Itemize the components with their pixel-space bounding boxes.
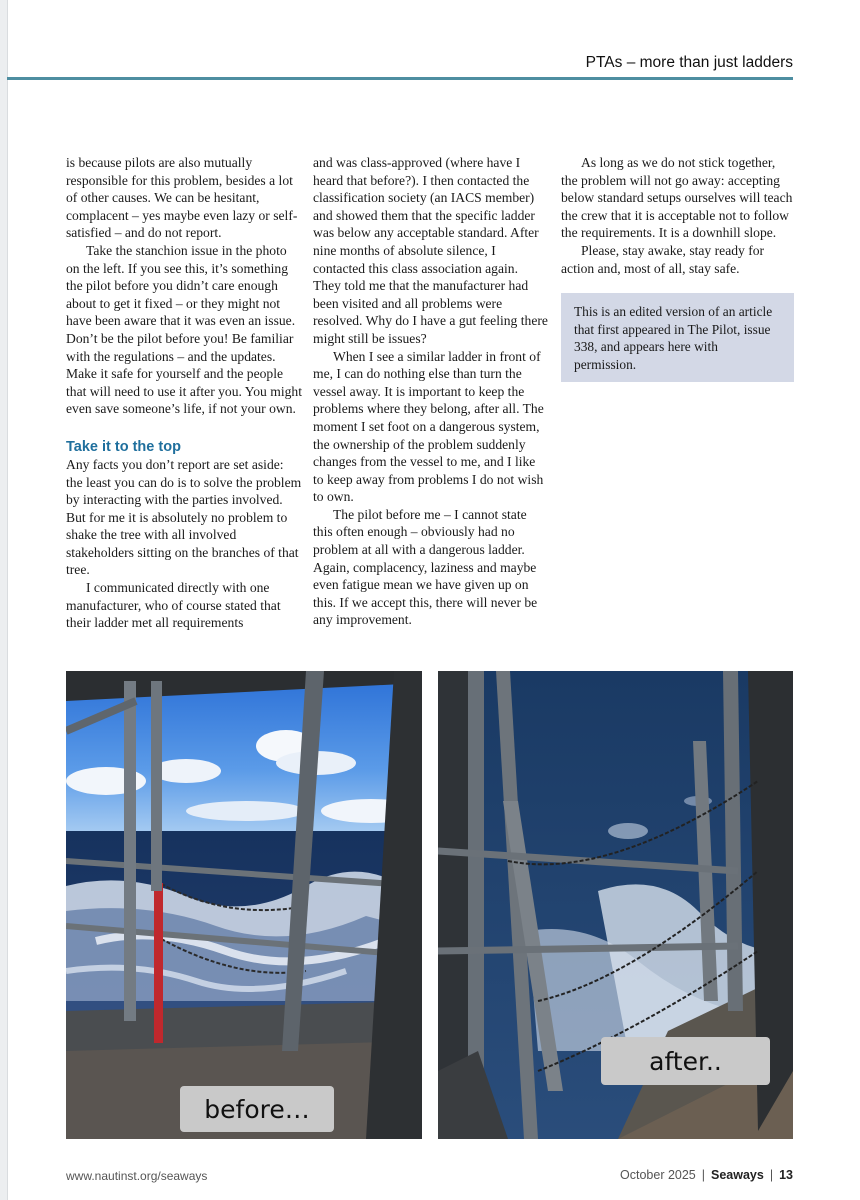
column-2 bbox=[313, 154, 549, 629]
after-caption: after.. bbox=[601, 1037, 770, 1085]
running-title: PTAs – more than just ladders bbox=[585, 54, 793, 71]
before-caption: before… bbox=[180, 1086, 334, 1132]
page-frame-edge bbox=[0, 0, 8, 1200]
attribution-note: This is an edited version of an article that first appeared in The Pilot, issue 338, and appears here with permission. bbox=[561, 293, 794, 382]
footer-url: www.nautinst.org/seaways bbox=[66, 1169, 208, 1183]
header-rule bbox=[7, 77, 793, 80]
footer-magazine: Seaways bbox=[711, 1168, 764, 1182]
col3-paragraph-2: Please, stay awake, stay ready for action and, most of all, stay safe. bbox=[561, 242, 765, 276]
before-photo bbox=[66, 671, 422, 1139]
col1-paragraph-2: Take the stanchion issue in the photo on the left. If you see this, it’s something the pilot before you didn’t care enough about to get it fixed – or they might not have been aware that it was even an issue. Don’t be the pilot before you! Be familiar with the regulations – and the updates. Make it safe for yourself and the people that will need to use it after you. You might even save someone’s life, if not your own. bbox=[66, 242, 302, 417]
section-heading: Take it to the top bbox=[66, 438, 181, 455]
col2-paragraph-3: The pilot before me – I cannot state this often enough – obviously had no problem at all with a dangerous ladder. Again, complacency, laziness and maybe even fatigue mean we have given up on this. If we accept this, there will never be any improvement. bbox=[313, 506, 538, 628]
footer-separator-2: | bbox=[769, 1168, 774, 1182]
footer-date: October 2025 bbox=[620, 1168, 696, 1182]
col1-paragraph-1: is because pilots are also mutually responsible for this problem, besides a lot of other causes. We can be hesitant, complacent – yes maybe even lazy or self-satisfied – and do not report. bbox=[66, 155, 298, 241]
col2-paragraph-2: When I see a similar ladder in front of me, I can do nothing else than turn the vessel away. It is important to keep the problems where they belong, after all. The moment I set foot on a dangerous system, the ownership of the problem suddenly changes from the vessel to me, and I like to keep away from problems I do not wish to own. bbox=[313, 348, 544, 505]
footer-issue bbox=[620, 1168, 793, 1182]
col1-paragraph-3: Any facts you don’t report are set aside: the least you can do is to solve the problem by interacting with the parties involved. But for me it is absolutely no problem to shake the tree with all involved stakeholders sitting on the branches of that tree. bbox=[66, 456, 302, 578]
column-1 bbox=[66, 154, 302, 632]
footer-separator: | bbox=[701, 1168, 706, 1182]
col1-paragraph-4: I communicated directly with one manufacturer, who of course stated that their ladder met all requirements bbox=[66, 580, 281, 631]
after-photo bbox=[438, 671, 793, 1139]
page-number: 13 bbox=[779, 1168, 793, 1182]
column-3 bbox=[561, 154, 794, 382]
col3-paragraph-1: As long as we do not stick together, the problem will not go away: accepting below standard setups ourselves will teach the crew that it is acceptable not to follow the requirements. It is a downhill slope. bbox=[561, 155, 793, 241]
col2-paragraph-1: and was class-approved (where have I heard that before?). I then contacted the classification society (an IACS member) and showed them that the specific ladder was below any acceptable standard. After nine months of absolute silence, I contacted this class association again. They told me that the manufacturer had been visited and all problems were resolved. Why do I have a gut feeling there might still be issues? bbox=[313, 155, 548, 346]
